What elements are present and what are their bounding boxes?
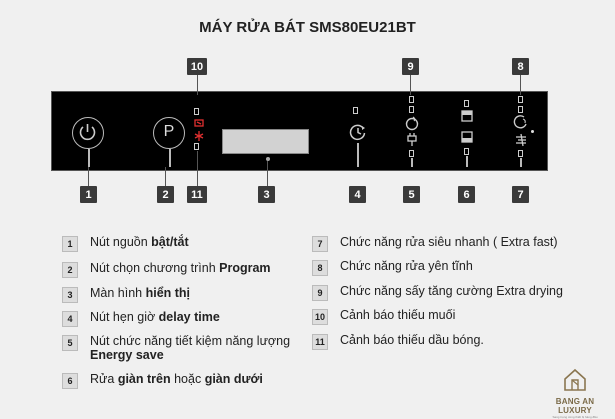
- legend-bold-5: Energy save: [90, 348, 164, 362]
- callout-10: 10: [187, 58, 207, 75]
- extra-fast-leadline: [520, 158, 522, 167]
- legend-item-7: [312, 235, 558, 252]
- legend-item-11: [312, 333, 484, 350]
- silence-indicator-light-2: [518, 106, 523, 113]
- rinse-aid-warning-icon: [194, 131, 204, 141]
- program-leadline: [169, 149, 171, 167]
- callout-5: 5: [403, 186, 420, 203]
- legend-text-1: Nút nguồn: [90, 235, 152, 249]
- legend-text-5: Nút chức năng tiết kiệm năng lượng: [90, 334, 291, 348]
- callout-2: 2: [157, 186, 174, 203]
- callout-1: 1: [80, 186, 97, 203]
- house-logo-icon: [562, 368, 588, 392]
- legend-text-2: Nút chọn chương trình: [90, 261, 220, 275]
- power-button[interactable]: [72, 117, 104, 149]
- delay-timer-icon[interactable]: [349, 123, 367, 141]
- salt-warning-icon: [194, 118, 204, 128]
- legend-num-3: 3: [62, 287, 78, 303]
- energy-save-icon[interactable]: [406, 133, 418, 147]
- lower-basket-icon[interactable]: [461, 131, 473, 143]
- legend-text-9: Chức năng sấy tăng cường Extra drying: [340, 284, 563, 298]
- legend-bold-6: giàn trên: [117, 372, 171, 386]
- legend-num-10: 10: [312, 309, 328, 325]
- silence-icon[interactable]: [513, 114, 529, 130]
- legend-item-8: [312, 259, 473, 276]
- half-load-leadline: [466, 156, 468, 167]
- legend-num-6: 6: [62, 373, 78, 389]
- legend-text-4: Nút hẹn giờ: [90, 310, 159, 324]
- callout-9: 9: [402, 58, 419, 75]
- page-title: MÁY RỬA BÁT SMS80EU21BT: [199, 19, 416, 36]
- legend-item-2: [62, 261, 271, 278]
- rinse-aid-indicator-light: [194, 143, 199, 150]
- half-load-top-light: [464, 100, 469, 107]
- callout-11: 11: [187, 186, 207, 203]
- callout-4: 4: [349, 186, 366, 203]
- callout-7: 7: [512, 186, 529, 203]
- legend-bold2-6: giàn dưới: [204, 372, 263, 386]
- legend-item-3: [62, 286, 190, 303]
- program-button[interactable]: [153, 117, 185, 149]
- extra-drying-icon[interactable]: [404, 115, 420, 131]
- salt-indicator-light: [194, 108, 199, 115]
- legend-num-2: 2: [62, 262, 78, 278]
- legend-item-1: [62, 235, 189, 252]
- callout-9-line: [410, 75, 411, 95]
- upper-basket-icon[interactable]: [461, 110, 473, 122]
- legend-text-7: Chức năng rửa siêu nhanh ( Extra fast): [340, 235, 558, 249]
- legend-bold-2: Program: [219, 261, 271, 275]
- callout-2-line: [165, 167, 166, 186]
- extra-fast-indicator-light: [518, 150, 523, 157]
- extra-dry-indicator-light: [409, 96, 414, 103]
- display-screen: [222, 129, 309, 154]
- extra-dry-indicator-light-2: [409, 106, 414, 113]
- legend-item-6: [62, 372, 263, 389]
- legend-num-8: 8: [312, 260, 328, 276]
- callout-11-line: [197, 151, 198, 186]
- legend-mid-6: hoặc: [170, 372, 205, 386]
- legend-text-8: Chức năng rửa yên tĩnh: [340, 259, 473, 273]
- callout-1-line: [88, 167, 89, 186]
- silence-indicator-light: [518, 96, 523, 103]
- legend-item-9: [312, 284, 563, 301]
- legend-num-9: 9: [312, 285, 328, 301]
- legend-text-11: Cảnh báo thiếu dầu bóng.: [340, 333, 484, 347]
- legend-text-3: Màn hình: [90, 286, 146, 300]
- program-letter: P: [163, 123, 175, 140]
- delay-leadline: [357, 143, 359, 167]
- power-icon: [73, 118, 102, 147]
- logo-subtitle: Sang trọng cùng thiết bị hàng đầu: [552, 415, 598, 419]
- legend-text-10: Cảnh báo thiếu muối: [340, 308, 456, 322]
- callout-6: 6: [458, 186, 475, 203]
- legend-item-5: [62, 334, 290, 362]
- callout-8-line: [520, 75, 521, 95]
- legend-item-10: [312, 308, 455, 325]
- panel-status-dot: [531, 130, 534, 133]
- callout-3-line: [267, 161, 268, 186]
- legend-num-11: 11: [312, 334, 328, 350]
- legend-bold-4: delay time: [158, 310, 220, 324]
- half-load-bottom-light: [464, 148, 469, 155]
- delay-indicator-light: [353, 107, 358, 114]
- legend-num-1: 1: [62, 236, 78, 252]
- logo-name: BANG AN LUXURY: [555, 397, 595, 415]
- legend-item-4: [62, 310, 220, 327]
- legend-num-5: 5: [62, 335, 78, 351]
- legend-bold-3: hiển thị: [145, 286, 191, 300]
- energy-leadline: [411, 158, 413, 167]
- extra-fast-icon[interactable]: [514, 133, 528, 147]
- callout-3: 3: [258, 186, 275, 203]
- brand-logo: [540, 368, 610, 419]
- legend-num-4: 4: [62, 311, 78, 327]
- legend-num-7: 7: [312, 236, 328, 252]
- callout-8: 8: [512, 58, 529, 75]
- callout-10-line: [197, 75, 198, 95]
- legend-bold-1: bật/tắt: [151, 235, 189, 249]
- legend-text-6: Rửa: [90, 372, 118, 386]
- energy-save-indicator-light: [409, 150, 414, 157]
- power-leadline: [88, 149, 90, 167]
